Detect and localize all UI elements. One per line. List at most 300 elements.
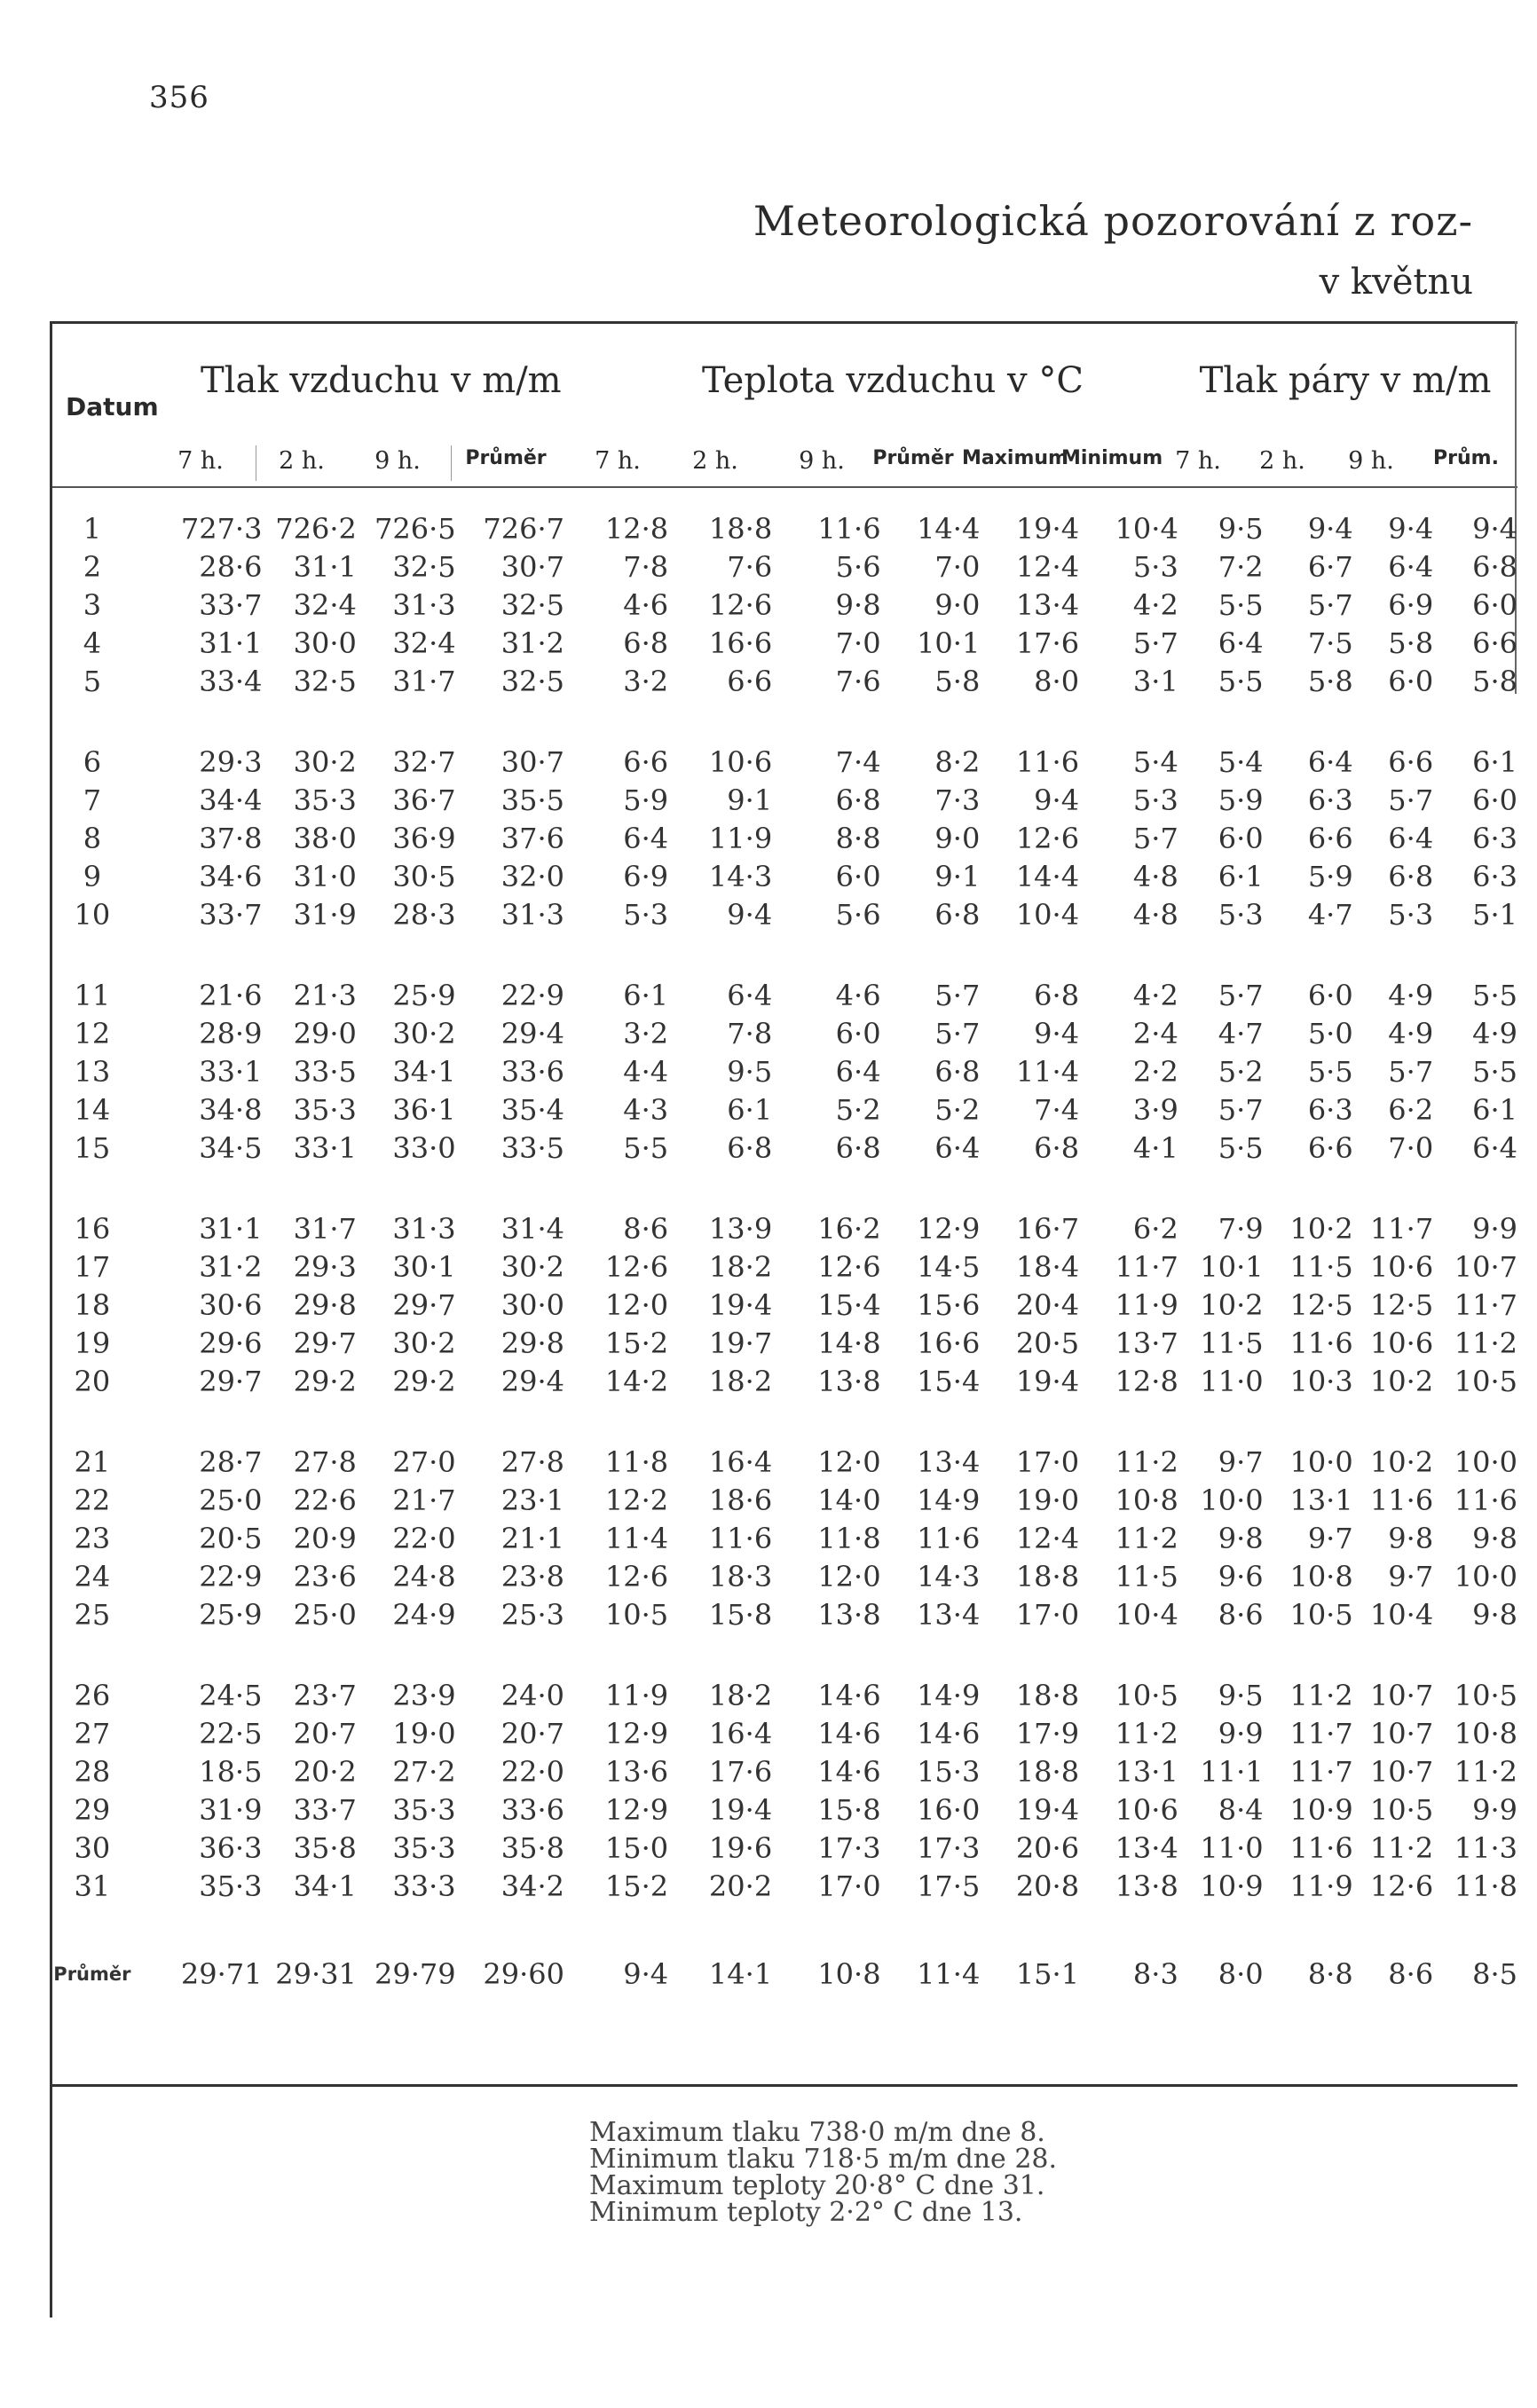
value-cell: 23·8	[501, 1559, 565, 1594]
value-cell: 33·7	[199, 587, 263, 622]
day-cell: 2	[83, 549, 102, 584]
value-cell: 9·9	[1472, 1211, 1517, 1246]
table-row	[50, 1595, 1517, 1633]
group-spacer	[50, 1633, 1517, 1676]
column-header: 7 h.	[595, 447, 641, 475]
value-cell: 14·9	[917, 1678, 981, 1712]
value-cell: 5·5	[1218, 587, 1264, 622]
value-cell: 11·7	[1369, 1211, 1434, 1246]
value-cell: 9·4	[1388, 511, 1434, 546]
spacer-cell	[1178, 700, 1264, 743]
spacer-cell	[262, 1167, 356, 1209]
value-cell: 6·8	[1472, 549, 1517, 584]
value-cell: 11·2	[1115, 1444, 1178, 1479]
spacer-cell	[135, 700, 263, 743]
value-cell: 32·7	[392, 744, 456, 779]
spacer-cell	[1433, 933, 1517, 976]
value-cell: 37·8	[199, 821, 263, 855]
value-cell: 9·1	[727, 783, 773, 817]
spacer-cell	[1353, 1633, 1433, 1676]
table-row	[50, 1443, 1517, 1481]
spacer-cell	[564, 1400, 668, 1443]
note-temperature-max: Maximum teploty 20·8° C dne 31.	[589, 2170, 1045, 2201]
spacer-cell	[456, 1400, 564, 1443]
value-cell: 11·8	[1454, 1869, 1517, 1903]
value-cell: 6·6	[1307, 821, 1353, 855]
day-cell: 23	[74, 1521, 111, 1555]
value-cell: 18·4	[1015, 1249, 1080, 1284]
value-cell: 9·9	[1218, 1716, 1264, 1751]
value-cell: 29·0	[293, 1016, 357, 1051]
value-cell: 5·3	[1218, 897, 1264, 932]
value-cell: 12·9	[604, 1792, 669, 1827]
value-cell: 20·7	[293, 1716, 357, 1751]
value-cell: 6·0	[1218, 821, 1264, 855]
value-cell: 31·2	[501, 626, 565, 660]
value-cell: 18·8	[1015, 1678, 1080, 1712]
value-cell: 7·8	[623, 549, 669, 584]
column-divider	[451, 445, 452, 481]
value-cell: 24·9	[392, 1597, 456, 1632]
value-cell: 20·2	[293, 1754, 357, 1789]
group-spacer	[50, 700, 1517, 743]
spacer-cell	[456, 933, 564, 976]
value-cell: 2·2	[1132, 1054, 1178, 1089]
value-cell: 6·6	[623, 744, 669, 779]
value-cell: 32·0	[501, 859, 565, 893]
value-cell: 4·7	[1218, 1016, 1264, 1051]
day-cell: 8	[83, 821, 102, 855]
value-cell: 31·0	[293, 859, 357, 893]
value-cell: 10·8	[1289, 1559, 1353, 1594]
value-cell: 19·6	[708, 1830, 773, 1865]
value-cell: 19·4	[1015, 1364, 1080, 1398]
value-cell: 13·4	[917, 1444, 981, 1479]
column-header: 7 h.	[177, 447, 224, 475]
value-cell: 19·4	[1015, 1792, 1080, 1827]
value-cell: 11·6	[917, 1521, 981, 1555]
table-row	[50, 509, 1517, 547]
page-number: 356	[149, 80, 209, 115]
value-cell: 6·1	[623, 978, 669, 1012]
average-label: Průměr	[53, 1963, 131, 1985]
value-cell: 7·4	[1034, 1092, 1080, 1127]
spacer-cell	[564, 933, 668, 976]
day-cell: 12	[74, 1016, 111, 1051]
value-cell: 19·0	[392, 1716, 456, 1751]
value-cell: 34·6	[199, 859, 263, 893]
value-cell: 36·7	[392, 783, 456, 817]
value-cell: 10·2	[1369, 1364, 1434, 1398]
value-cell: 32·5	[293, 664, 357, 698]
page-subtitle: v květnu	[1319, 262, 1473, 303]
spacer-cell	[881, 1905, 981, 1948]
table-row	[50, 819, 1517, 857]
value-cell: 12·4	[1015, 549, 1080, 584]
value-cell: 5·7	[1218, 1092, 1264, 1127]
spacer-cell	[1264, 700, 1353, 743]
value-cell: 10·6	[708, 744, 773, 779]
value-cell: 30·7	[501, 744, 565, 779]
value-cell: 12·0	[604, 1287, 669, 1322]
value-cell: 27·0	[392, 1444, 456, 1479]
value-cell: 18·2	[708, 1678, 773, 1712]
value-cell: 14·3	[708, 859, 773, 893]
value-cell: 5·7	[1132, 626, 1178, 660]
value-cell: 11·9	[604, 1678, 669, 1712]
value-cell: 20·9	[293, 1521, 357, 1555]
value-cell: 6·1	[727, 1092, 773, 1127]
value-cell: 22·0	[501, 1754, 565, 1789]
value-cell: 6·8	[1034, 1130, 1080, 1165]
value-cell: 34·2	[501, 1869, 565, 1903]
value-cell: 9·7	[1218, 1444, 1264, 1479]
value-cell: 20·4	[1015, 1287, 1080, 1322]
value-cell: 5·9	[1307, 859, 1353, 893]
column-header: 7 h.	[1175, 447, 1221, 475]
value-cell: 12·8	[604, 511, 669, 546]
spacer-cell	[772, 700, 880, 743]
value-cell: 25·0	[293, 1597, 357, 1632]
value-cell: 33·1	[293, 1130, 357, 1165]
value-cell: 21·6	[199, 978, 263, 1012]
value-cell: 7·8	[727, 1016, 773, 1051]
value-cell: 10·1	[1200, 1249, 1264, 1284]
value-cell: 8·2	[934, 744, 981, 779]
spacer-cell	[357, 1905, 456, 1948]
spacer-cell	[262, 933, 356, 976]
value-cell: 11·4	[604, 1521, 669, 1555]
value-cell: 16·2	[817, 1211, 881, 1246]
value-cell: 25·9	[199, 1597, 263, 1632]
spacer-cell	[772, 1905, 880, 1948]
value-cell: 6·8	[835, 1130, 881, 1165]
value-cell: 29·7	[293, 1326, 357, 1360]
day-cell: 20	[74, 1364, 111, 1398]
spacer-cell	[881, 1400, 981, 1443]
value-cell: 5·1	[1472, 897, 1517, 932]
value-cell: 31·7	[293, 1211, 357, 1246]
spacer-cell	[980, 700, 1079, 743]
day-cell: 21	[74, 1444, 111, 1479]
value-cell: 9·0	[934, 821, 981, 855]
value-cell: 35·4	[501, 1092, 565, 1127]
value-cell: 9·4	[1472, 511, 1517, 546]
value-cell: 12·6	[817, 1249, 881, 1284]
column-header: 2 h.	[1259, 447, 1305, 475]
value-cell: 6·4	[1472, 1130, 1517, 1165]
value-cell: 22·9	[501, 978, 565, 1012]
value-cell: 5·8	[1472, 664, 1517, 698]
day-cell: 17	[74, 1249, 111, 1284]
value-cell: 13·1	[1115, 1754, 1178, 1789]
value-cell: 6·7	[1307, 549, 1353, 584]
value-cell: 11·6	[1289, 1830, 1353, 1865]
group-spacer	[50, 933, 1517, 976]
value-cell: 10·7	[1369, 1754, 1434, 1789]
spacer-cell	[1178, 1400, 1264, 1443]
table-row	[50, 976, 1517, 1014]
value-cell: 22·9	[199, 1559, 263, 1594]
value-cell: 6·0	[1472, 783, 1517, 817]
value-cell: 24·5	[199, 1678, 263, 1712]
average-value: 8·6	[1388, 1957, 1434, 1991]
value-cell: 6·1	[1472, 1092, 1517, 1127]
value-cell: 18·8	[708, 511, 773, 546]
value-cell: 12·5	[1289, 1287, 1353, 1322]
value-cell: 6·9	[1388, 587, 1434, 622]
value-cell: 11·5	[1289, 1249, 1353, 1284]
value-cell: 19·7	[708, 1326, 773, 1360]
value-cell: 34·1	[293, 1869, 357, 1903]
value-cell: 17·0	[1015, 1597, 1080, 1632]
table-row	[50, 1362, 1517, 1400]
value-cell: 13·8	[1115, 1869, 1178, 1903]
spacer-cell	[881, 700, 981, 743]
value-cell: 16·0	[917, 1792, 981, 1827]
value-cell: 25·3	[501, 1597, 565, 1632]
value-cell: 5·6	[835, 897, 881, 932]
table-row	[50, 586, 1517, 624]
value-cell: 6·8	[727, 1130, 773, 1165]
value-cell: 7·0	[1388, 1130, 1434, 1165]
spacer-cell	[1353, 933, 1433, 976]
value-cell: 30·6	[199, 1287, 263, 1322]
spacer-cell	[668, 700, 772, 743]
value-cell: 35·3	[293, 1092, 357, 1127]
value-cell: 21·7	[392, 1483, 456, 1517]
value-cell: 6·3	[1307, 783, 1353, 817]
value-cell: 11·7	[1115, 1249, 1178, 1284]
value-cell: 6·2	[1132, 1211, 1178, 1246]
value-cell: 5·4	[1132, 744, 1178, 779]
value-cell: 11·2	[1454, 1754, 1517, 1789]
value-cell: 5·7	[1388, 783, 1434, 817]
value-cell: 6·1	[1472, 744, 1517, 779]
value-cell: 5·5	[1472, 978, 1517, 1012]
value-cell: 4·3	[623, 1092, 669, 1127]
value-cell: 6·3	[1472, 859, 1517, 893]
value-cell: 12·6	[1015, 821, 1080, 855]
value-cell: 31·1	[199, 1211, 263, 1246]
value-cell: 20·8	[1015, 1869, 1080, 1903]
value-cell: 31·9	[199, 1792, 263, 1827]
value-cell: 9·9	[1472, 1792, 1517, 1827]
value-cell: 31·3	[501, 897, 565, 932]
value-cell: 7·2	[1218, 549, 1264, 584]
value-cell: 29·7	[392, 1287, 456, 1322]
value-cell: 29·2	[293, 1364, 357, 1398]
column-header: Minimum	[1061, 447, 1163, 469]
column-header: Maximum	[962, 447, 1068, 469]
value-cell: 6·4	[623, 821, 669, 855]
value-cell: 14·6	[917, 1716, 981, 1751]
value-cell: 9·7	[1307, 1521, 1353, 1555]
value-cell: 31·2	[199, 1249, 263, 1284]
value-cell: 11·8	[604, 1444, 669, 1479]
spacer-cell	[135, 933, 263, 976]
value-cell: 7·0	[835, 626, 881, 660]
note-pressure-min: Minimum tlaku 718·5 m/m dne 28.	[589, 2144, 1058, 2175]
value-cell: 15·2	[604, 1869, 669, 1903]
day-cell: 26	[74, 1678, 111, 1712]
average-value: 8·0	[1218, 1957, 1264, 1991]
value-cell: 11·2	[1369, 1830, 1434, 1865]
value-cell: 12·0	[817, 1559, 881, 1594]
value-cell: 11·9	[708, 821, 773, 855]
average-value: 8·8	[1307, 1957, 1353, 1991]
value-cell: 10·3	[1289, 1364, 1353, 1398]
table-row	[50, 1090, 1517, 1129]
value-cell: 35·5	[501, 783, 565, 817]
value-cell: 11·5	[1115, 1559, 1178, 1594]
value-cell: 5·8	[934, 664, 981, 698]
observation-data	[50, 509, 1517, 2001]
day-cell: 29	[74, 1792, 111, 1827]
value-cell: 11·6	[1454, 1483, 1517, 1517]
value-cell: 11·0	[1200, 1364, 1264, 1398]
value-cell: 32·5	[392, 549, 456, 584]
value-cell: 4·6	[835, 978, 881, 1012]
table-row	[50, 895, 1517, 933]
value-cell: 10·0	[1200, 1483, 1264, 1517]
value-cell: 11·0	[1200, 1830, 1264, 1865]
spacer-cell	[135, 1633, 263, 1676]
value-cell: 5·5	[1218, 1130, 1264, 1165]
value-cell: 5·7	[1388, 1054, 1434, 1089]
value-cell: 27·2	[392, 1754, 456, 1789]
average-value: 29·71	[180, 1957, 263, 1991]
value-cell: 21·1	[501, 1521, 565, 1555]
value-cell: 35·3	[199, 1869, 263, 1903]
value-cell: 18·5	[199, 1754, 263, 1789]
value-cell: 13·4	[917, 1597, 981, 1632]
spacer-cell	[357, 1633, 456, 1676]
group-spacer	[50, 1167, 1517, 1209]
average-value: 8·3	[1132, 1957, 1178, 1991]
average-value: 29·79	[374, 1957, 456, 1991]
spacer-cell	[456, 1167, 564, 1209]
table-row	[50, 1714, 1517, 1752]
value-cell: 9·5	[727, 1054, 773, 1089]
value-cell: 6·3	[1307, 1092, 1353, 1127]
value-cell: 32·4	[293, 587, 357, 622]
spacer-cell	[50, 1633, 135, 1676]
value-cell: 10·4	[1015, 897, 1080, 932]
value-cell: 10·1	[917, 626, 981, 660]
column-header: 9 h.	[1348, 447, 1394, 475]
table-row	[50, 857, 1517, 895]
value-cell: 6·4	[1388, 821, 1434, 855]
value-cell: 10·0	[1289, 1444, 1353, 1479]
value-cell: 20·7	[501, 1716, 565, 1751]
value-cell: 12·9	[604, 1716, 669, 1751]
value-cell: 5·9	[1218, 783, 1264, 817]
value-cell: 10·5	[1454, 1678, 1517, 1712]
value-cell: 9·8	[1472, 1597, 1517, 1632]
spacer-cell	[1433, 1905, 1517, 1948]
value-cell: 11·9	[1115, 1287, 1178, 1322]
value-cell: 15·3	[917, 1754, 981, 1789]
day-cell: 18	[74, 1287, 111, 1322]
value-cell: 33·0	[392, 1130, 456, 1165]
value-cell: 29·6	[199, 1326, 263, 1360]
value-cell: 34·8	[199, 1092, 263, 1127]
value-cell: 9·8	[1218, 1521, 1264, 1555]
value-cell: 9·1	[934, 859, 981, 893]
value-cell: 29·2	[392, 1364, 456, 1398]
value-cell: 29·4	[501, 1016, 565, 1051]
value-cell: 38·0	[293, 821, 357, 855]
value-cell: 17·6	[708, 1754, 773, 1789]
column-header: Průměr	[872, 447, 954, 469]
value-cell: 8·4	[1218, 1792, 1264, 1827]
value-cell: 9·5	[1218, 1678, 1264, 1712]
value-cell: 12·6	[604, 1559, 669, 1594]
value-cell: 25·0	[199, 1483, 263, 1517]
value-cell: 4·6	[623, 587, 669, 622]
note-pressure-max: Maximum tlaku 738·0 m/m dne 8.	[589, 2117, 1045, 2148]
spacer-cell	[881, 1167, 981, 1209]
spacer-cell	[772, 1167, 880, 1209]
value-cell: 33·4	[199, 664, 263, 698]
value-cell: 35·3	[392, 1830, 456, 1865]
value-cell: 32·5	[501, 664, 565, 698]
spacer-cell	[1433, 700, 1517, 743]
value-cell: 13·7	[1115, 1326, 1178, 1360]
table-row	[50, 1519, 1517, 1557]
value-cell: 12·2	[604, 1483, 669, 1517]
value-cell: 6·8	[934, 1054, 981, 1089]
value-cell: 24·8	[392, 1559, 456, 1594]
spacer-cell	[881, 1633, 981, 1676]
value-cell: 13·8	[817, 1364, 881, 1398]
day-cell: 16	[74, 1211, 111, 1246]
table-row	[50, 1557, 1517, 1595]
value-cell: 6·0	[1307, 978, 1353, 1012]
value-cell: 11·2	[1115, 1521, 1178, 1555]
value-cell: 14·5	[917, 1249, 981, 1284]
value-cell: 33·1	[199, 1054, 263, 1089]
value-cell: 9·4	[1307, 511, 1353, 546]
value-cell: 30·2	[392, 1016, 456, 1051]
value-cell: 11·6	[1289, 1326, 1353, 1360]
value-cell: 15·6	[917, 1287, 981, 1322]
value-cell: 5·3	[1388, 897, 1434, 932]
value-cell: 11·7	[1454, 1287, 1517, 1322]
spacer-cell	[262, 1633, 356, 1676]
spacer-cell	[357, 1400, 456, 1443]
value-cell: 5·7	[934, 978, 981, 1012]
value-cell: 9·5	[1218, 511, 1264, 546]
value-cell: 27·8	[501, 1444, 565, 1479]
spacer-cell	[980, 1400, 1079, 1443]
value-cell: 14·6	[817, 1754, 881, 1789]
value-cell: 11·7	[1289, 1754, 1353, 1789]
value-cell: 726·2	[275, 511, 357, 546]
value-cell: 726·7	[483, 511, 565, 546]
value-cell: 10·6	[1369, 1249, 1434, 1284]
average-value: 10·8	[817, 1957, 881, 1991]
value-cell: 5·7	[934, 1016, 981, 1051]
value-cell: 22·5	[199, 1716, 263, 1751]
value-cell: 33·5	[293, 1054, 357, 1089]
value-cell: 34·5	[199, 1130, 263, 1165]
value-cell: 15·2	[604, 1326, 669, 1360]
group-spacer	[50, 1400, 1517, 1443]
value-cell: 35·8	[293, 1830, 357, 1865]
value-cell: 4·8	[1132, 859, 1178, 893]
